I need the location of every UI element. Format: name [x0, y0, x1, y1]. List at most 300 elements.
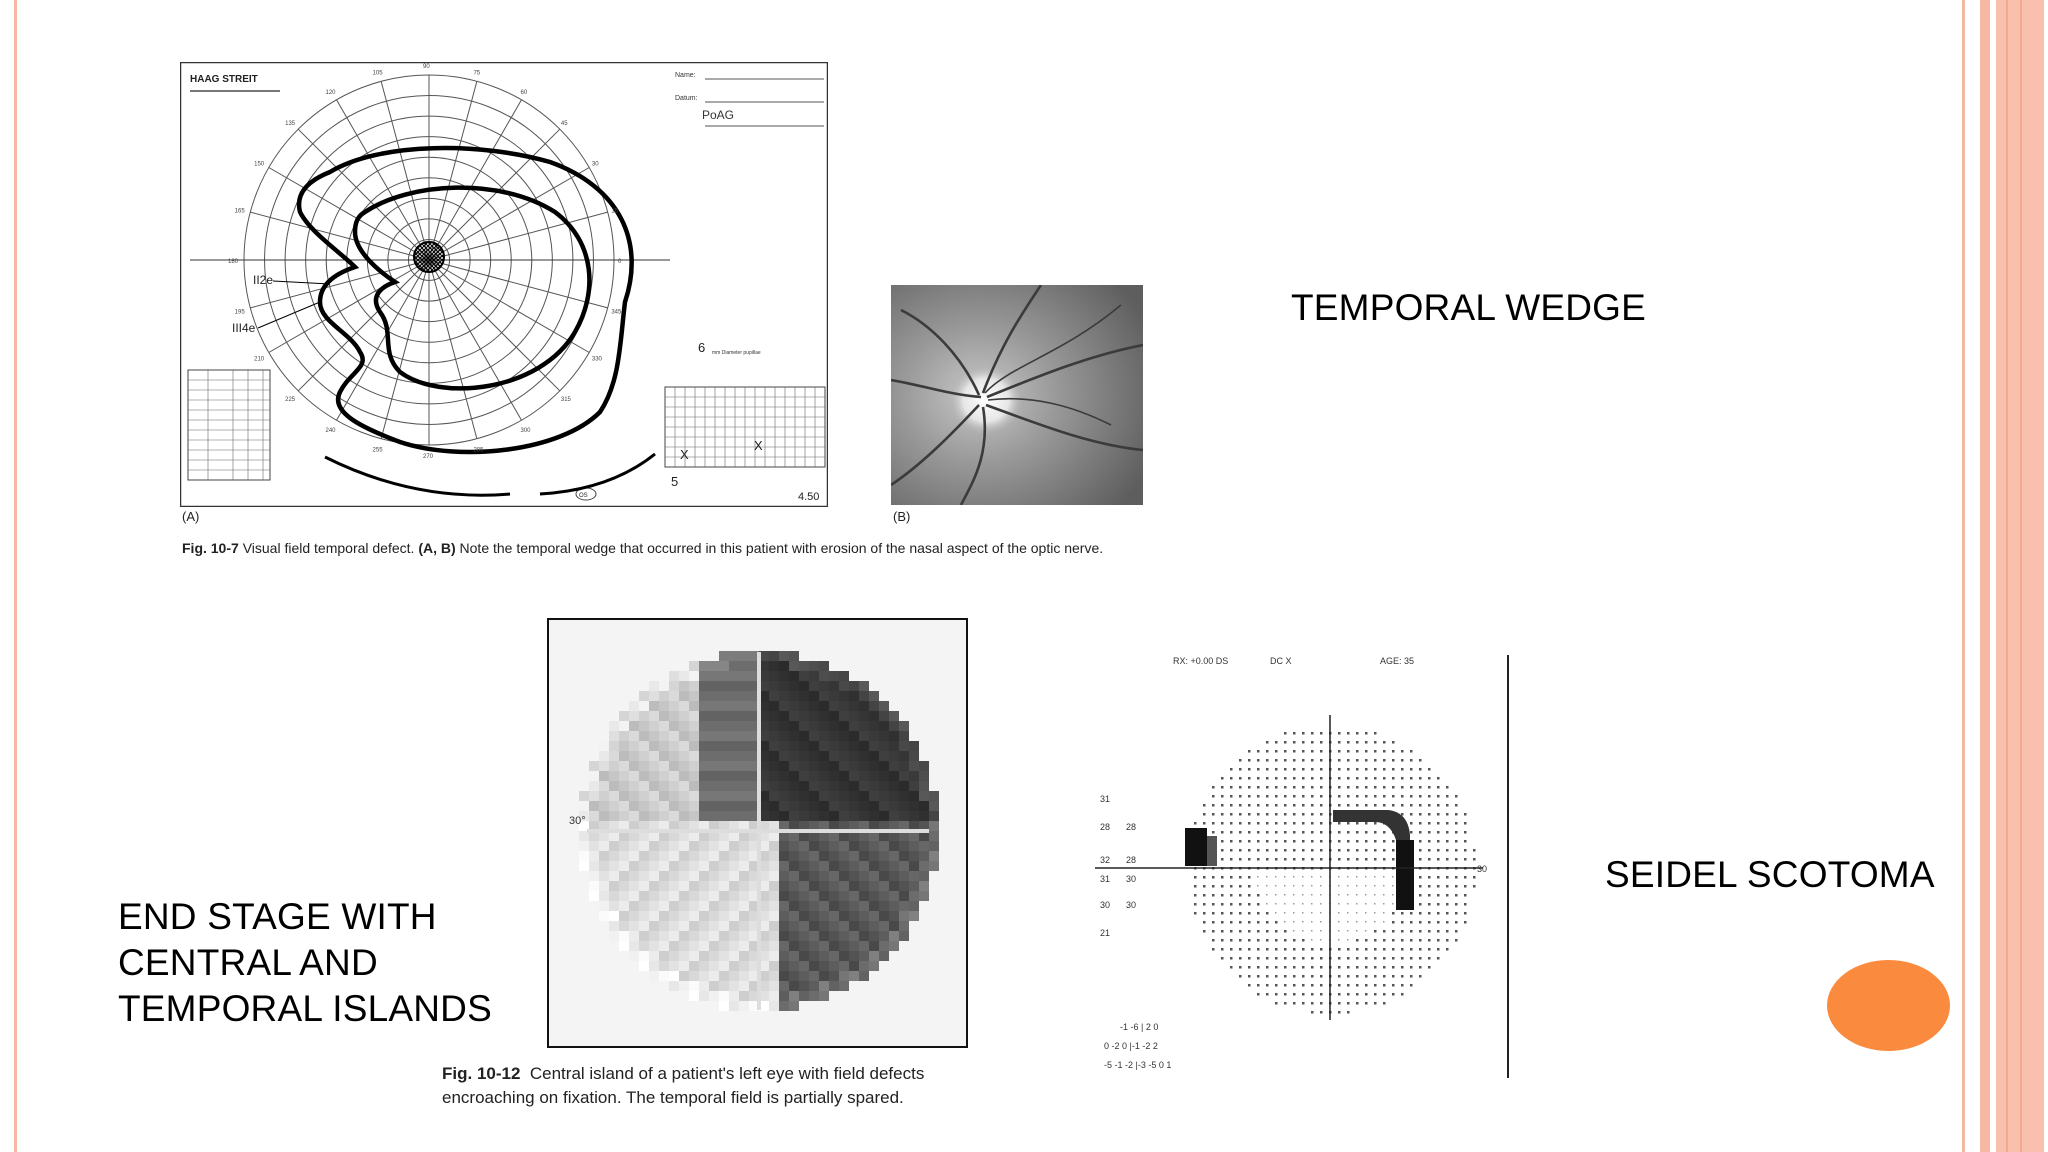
field-cell: [839, 791, 849, 801]
field-dot: [1446, 885, 1449, 888]
field-dot: [1320, 903, 1322, 905]
field-cell: [819, 671, 829, 681]
field-dot: [1293, 903, 1295, 905]
deviation-row: -1 -6 | 2 0: [1120, 1022, 1159, 1032]
field-dot: [1275, 930, 1278, 933]
field-cell: [789, 841, 799, 851]
field-dot: [1374, 768, 1377, 771]
field-cell: [849, 961, 859, 971]
field-cell: [629, 731, 639, 741]
field-cell: [709, 881, 719, 891]
field-dot: [1257, 912, 1260, 915]
field-dot: [1320, 876, 1322, 878]
field-cell: [809, 951, 819, 961]
field-dot: [1437, 903, 1440, 906]
field-cell: [739, 811, 749, 821]
field-dot: [1212, 894, 1215, 897]
field-dot: [1311, 795, 1314, 798]
field-cell: [629, 791, 639, 801]
field-dot: [1266, 768, 1269, 771]
field-cell: [839, 671, 849, 681]
field-cell: [869, 951, 879, 961]
field-cell: [679, 701, 689, 711]
field-cell: [639, 801, 649, 811]
field-dot: [1410, 813, 1413, 816]
field-dot: [1311, 777, 1314, 780]
field-dot: [1410, 768, 1413, 771]
field-cell: [879, 811, 889, 821]
field-dot: [1284, 741, 1287, 744]
meridian-label: 270: [423, 454, 434, 460]
field-dot: [1320, 966, 1323, 969]
field-cell: [849, 691, 859, 701]
field-cell: [799, 761, 809, 771]
field-cell: [599, 851, 609, 861]
field-dot: [1347, 768, 1350, 771]
field-cell: [639, 711, 649, 721]
field-dot: [1221, 795, 1224, 798]
field-dot: [1311, 804, 1314, 807]
field-cell: [899, 921, 909, 931]
field-dot: [1374, 822, 1377, 825]
field-dot: [1428, 903, 1431, 906]
field-cell: [649, 721, 659, 731]
field-dot: [1401, 966, 1404, 969]
field-cell: [619, 761, 629, 771]
field-dot: [1401, 957, 1404, 960]
field-dot: [1338, 876, 1340, 878]
field-cell: [689, 851, 699, 861]
field-cell: [829, 721, 839, 731]
field-dot: [1410, 948, 1413, 951]
field-dot: [1365, 768, 1368, 771]
field-cell: [809, 691, 819, 701]
field-dot: [1221, 930, 1224, 933]
field-cell: [679, 771, 689, 781]
field-cell: [899, 861, 909, 871]
field-cell: [729, 761, 739, 771]
field-dot: [1365, 741, 1368, 744]
field-cell: [909, 811, 919, 821]
field-dot: [1293, 831, 1296, 834]
field-cell: [739, 771, 749, 781]
field-dot: [1302, 1002, 1305, 1005]
field-cell: [909, 771, 919, 781]
field-cell: [699, 871, 709, 881]
field-cell: [869, 811, 879, 821]
threshold-value: 30: [1126, 874, 1137, 884]
field-dot: [1266, 885, 1268, 887]
field-cell: [639, 841, 649, 851]
field-dot: [1248, 885, 1251, 888]
field-cell: [809, 901, 819, 911]
field-dot: [1284, 786, 1287, 789]
field-cell: [789, 721, 799, 731]
field-cell: [859, 851, 869, 861]
field-cell: [929, 821, 939, 831]
field-dot: [1257, 993, 1260, 996]
field-dot: [1311, 939, 1313, 941]
field-dot: [1392, 876, 1394, 878]
field-cell: [909, 841, 919, 851]
field-dot: [1338, 921, 1340, 923]
field-cell: [779, 691, 789, 701]
field-cell: [699, 721, 709, 731]
field-dot: [1419, 921, 1422, 924]
field-cell: [659, 801, 669, 811]
field-dot: [1302, 939, 1305, 942]
field-dot: [1257, 840, 1260, 843]
field-cell: [739, 731, 749, 741]
field-cell: [689, 991, 699, 1001]
field-cell: [669, 671, 679, 681]
field-dot: [1446, 930, 1449, 933]
field-dot: [1257, 822, 1260, 825]
field-cell: [799, 851, 809, 861]
field-dot: [1347, 894, 1349, 896]
field-dot: [1302, 912, 1304, 914]
field-cell: [609, 921, 619, 931]
field-dot: [1374, 804, 1377, 807]
field-cell: [789, 781, 799, 791]
field-cell: [859, 791, 869, 801]
field-dot: [1365, 957, 1368, 960]
field-cell: [719, 781, 729, 791]
field-cell: [679, 901, 689, 911]
field-cell: [719, 741, 729, 751]
field-dot: [1221, 858, 1224, 861]
field-dot: [1311, 966, 1314, 969]
field-dot: [1365, 894, 1367, 896]
field-cell: [769, 941, 779, 951]
field-cell: [799, 801, 809, 811]
field-dot: [1212, 930, 1215, 933]
field-dot: [1320, 894, 1322, 896]
field-dot: [1230, 804, 1233, 807]
field-cell: [859, 861, 869, 871]
field-cell: [819, 751, 829, 761]
field-dot: [1338, 894, 1340, 896]
field-cell: [669, 901, 679, 911]
field-cell: [869, 781, 879, 791]
field-cell: [889, 911, 899, 921]
field-cell: [709, 781, 719, 791]
field-dot: [1374, 840, 1377, 843]
field-dot: [1419, 876, 1422, 879]
field-cell: [769, 1001, 779, 1011]
field-cell: [629, 891, 639, 901]
field-dot: [1338, 1011, 1341, 1014]
field-cell: [659, 771, 669, 781]
right-border-stripes: [1962, 0, 2048, 1152]
field-dot: [1347, 741, 1350, 744]
field-cell: [679, 721, 689, 731]
field-cell: [609, 911, 619, 921]
field-dot: [1365, 885, 1367, 887]
field-dot: [1338, 957, 1341, 960]
field-cell: [629, 841, 639, 851]
field-dot: [1284, 984, 1287, 987]
field-dot: [1221, 804, 1224, 807]
field-dot: [1275, 777, 1278, 780]
field-dot: [1302, 876, 1304, 878]
field-dot: [1392, 768, 1395, 771]
field-cell: [689, 871, 699, 881]
field-cell: [769, 861, 779, 871]
field-dot: [1428, 768, 1431, 771]
field-dot: [1356, 732, 1359, 735]
field-cell: [839, 871, 849, 881]
field-cell: [579, 801, 589, 811]
field-cell: [819, 841, 829, 851]
field-cell: [599, 781, 609, 791]
field-cell: [819, 701, 829, 711]
field-cell: [629, 871, 639, 881]
field-cell: [659, 931, 669, 941]
field-cell: [729, 771, 739, 781]
field-cell: [799, 981, 809, 991]
field-cell: [669, 781, 679, 791]
field-dot: [1311, 903, 1313, 905]
field-cell: [649, 921, 659, 931]
field-cell: [729, 891, 739, 901]
figure-10-12-caption: [442, 1062, 924, 1110]
field-dot: [1203, 885, 1206, 888]
field-cell: [809, 711, 819, 721]
field-cell: [679, 971, 689, 981]
field-dot: [1203, 822, 1206, 825]
field-cell: [619, 941, 629, 951]
field-cell: [789, 921, 799, 931]
field-dot: [1419, 768, 1422, 771]
field-cell: [899, 841, 909, 851]
field-cell: [719, 881, 729, 891]
field-cell: [829, 841, 839, 851]
field-cell: [889, 751, 899, 761]
field-cell: [769, 911, 779, 921]
field-cell: [859, 811, 869, 821]
field-cell: [619, 721, 629, 731]
field-cell: [859, 971, 869, 981]
field-cell: [599, 861, 609, 871]
field-dot: [1374, 948, 1377, 951]
field-cell: [739, 781, 749, 791]
field-cell: [789, 661, 799, 671]
field-dot: [1392, 750, 1395, 753]
field-dot: [1365, 984, 1368, 987]
field-cell: [729, 841, 739, 851]
field-cell: [639, 931, 649, 941]
threshold-value: 30: [1126, 900, 1137, 910]
field-dot: [1293, 768, 1296, 771]
field-cell: [879, 891, 889, 901]
field-dot: [1203, 930, 1206, 933]
field-dot: [1320, 993, 1323, 996]
field-cell: [609, 841, 619, 851]
field-dot: [1383, 795, 1386, 798]
field-cell: [859, 731, 869, 741]
field-cell: [859, 881, 869, 891]
caption-line: [442, 1062, 924, 1086]
field-cell: [779, 941, 789, 951]
field-cell: [829, 671, 839, 681]
field-cell: [739, 851, 749, 861]
field-dot: [1194, 822, 1197, 825]
field-dot: [1212, 876, 1215, 879]
field-dot: [1347, 822, 1350, 825]
field-dot: [1347, 840, 1350, 843]
field-dot: [1338, 786, 1341, 789]
field-dot: [1239, 768, 1242, 771]
field-dot: [1473, 885, 1476, 888]
field-cell: [919, 851, 929, 861]
field-dot: [1221, 921, 1224, 924]
field-dot: [1221, 849, 1224, 852]
field-dot: [1239, 975, 1242, 978]
field-dot: [1239, 849, 1242, 852]
field-dot: [1428, 777, 1431, 780]
field-cell: [709, 741, 719, 751]
field-cell: [699, 921, 709, 931]
field-cell: [609, 751, 619, 761]
field-cell: [799, 751, 809, 761]
field-dot: [1419, 777, 1422, 780]
field-dot: [1446, 813, 1449, 816]
field-cell: [899, 751, 909, 761]
field-cell: [909, 911, 919, 921]
field-cell: [879, 771, 889, 781]
field-dot: [1284, 930, 1287, 933]
field-cell: [809, 771, 819, 781]
field-cell: [629, 911, 639, 921]
field-cell: [739, 801, 749, 811]
field-cell: [709, 871, 719, 881]
field-dot: [1302, 894, 1304, 896]
field-dot: [1239, 876, 1242, 879]
field-dot: [1257, 948, 1260, 951]
field-dot: [1311, 822, 1314, 825]
field-dot: [1293, 1002, 1296, 1005]
field-cell: [639, 771, 649, 781]
field-dot: [1374, 1002, 1377, 1005]
field-dot: [1437, 813, 1440, 816]
field-cell: [619, 891, 629, 901]
field-cell: [699, 701, 709, 711]
field-cell: [719, 691, 729, 701]
field-dot: [1347, 759, 1350, 762]
field-cell: [599, 871, 609, 881]
threshold-value: 21: [1100, 928, 1111, 938]
field-cell: [669, 861, 679, 871]
field-dot: [1293, 912, 1295, 914]
field-dot: [1410, 831, 1413, 834]
field-cell: [809, 751, 819, 761]
field-cell: [739, 721, 749, 731]
field-dot: [1374, 786, 1377, 789]
field-dot: [1437, 831, 1440, 834]
field-cell: [639, 881, 649, 891]
field-cell: [739, 661, 749, 671]
field-cell: [779, 781, 789, 791]
field-cell: [839, 921, 849, 931]
field-cell: [869, 921, 879, 931]
field-cell: [889, 891, 899, 901]
field-dot: [1419, 939, 1422, 942]
optic-nerve-photo: [891, 285, 1143, 505]
field-cell: [849, 921, 859, 931]
field-dot: [1230, 912, 1233, 915]
field-cell: [699, 951, 709, 961]
field-dot: [1293, 813, 1296, 816]
field-cell: [739, 651, 749, 661]
meridian-label: 345: [611, 309, 622, 316]
field-dot: [1284, 813, 1287, 816]
field-dot: [1356, 921, 1358, 923]
field-dot: [1446, 786, 1449, 789]
field-cell: [779, 991, 789, 1001]
field-dot: [1455, 885, 1458, 888]
field-dot: [1284, 993, 1287, 996]
x-mark: X: [754, 438, 763, 453]
field-dot: [1347, 786, 1350, 789]
field-cell: [709, 951, 719, 961]
field-cell: [859, 741, 869, 751]
field-cell: [769, 901, 779, 911]
field-dot: [1275, 885, 1277, 887]
field-dot: [1347, 921, 1349, 923]
field-cell: [779, 1001, 789, 1011]
field-cell: [829, 961, 839, 971]
field-cell: [799, 861, 809, 871]
field-cell: [589, 871, 599, 881]
field-dot: [1374, 903, 1376, 905]
field-cell: [639, 741, 649, 751]
field-dot: [1284, 957, 1287, 960]
field-dot: [1437, 957, 1440, 960]
field-dot: [1365, 759, 1368, 762]
field-cell: [619, 741, 629, 751]
field-dot: [1221, 939, 1224, 942]
field-dot: [1248, 804, 1251, 807]
field-cell: [769, 741, 779, 751]
field-cell: [729, 651, 739, 661]
field-dot: [1338, 930, 1340, 932]
field-dot: [1338, 939, 1340, 941]
field-cell: [819, 941, 829, 951]
field-cell: [709, 761, 719, 771]
field-cell: [739, 941, 749, 951]
field-cell: [629, 881, 639, 891]
field-dot: [1221, 957, 1224, 960]
field-cell: [719, 911, 729, 921]
field-dot: [1230, 768, 1233, 771]
field-cell: [799, 711, 809, 721]
field-cell: [879, 701, 889, 711]
field-dot: [1446, 903, 1449, 906]
field-dot: [1392, 984, 1395, 987]
field-cell: [839, 851, 849, 861]
field-cell: [919, 861, 929, 871]
field-cell: [769, 891, 779, 901]
field-dot: [1230, 822, 1233, 825]
field-dot: [1320, 975, 1323, 978]
field-dot: [1311, 912, 1313, 914]
field-dot: [1302, 984, 1305, 987]
field-cell: [849, 801, 859, 811]
field-cell: [879, 741, 889, 751]
field-dot: [1293, 993, 1296, 996]
field-dot: [1356, 759, 1359, 762]
